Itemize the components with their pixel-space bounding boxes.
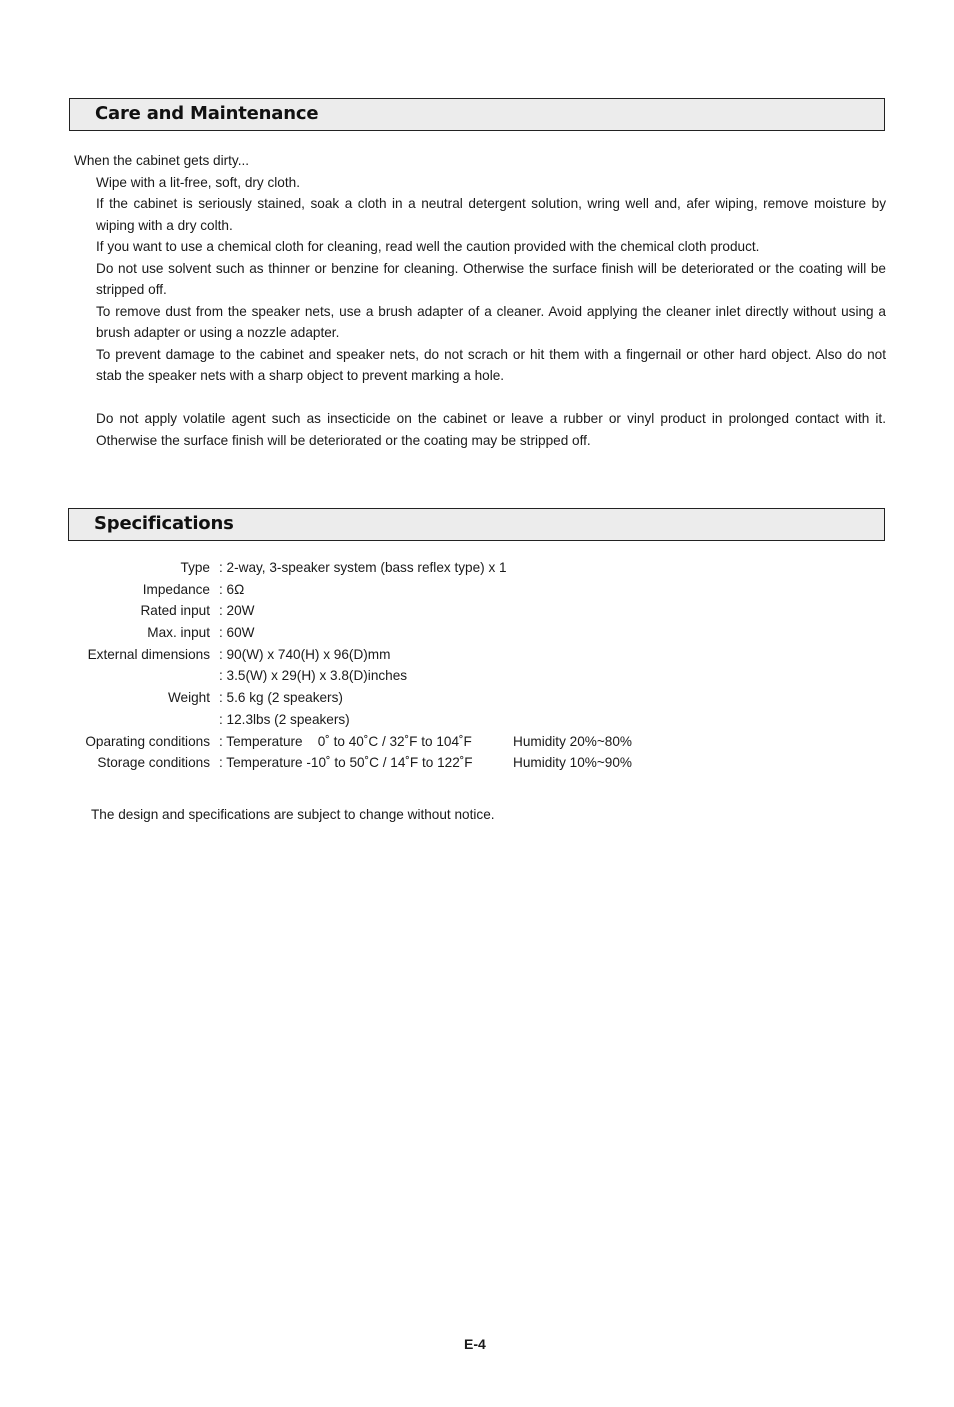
spec-label: External dimensions [87,646,210,662]
spec-row [0,579,954,601]
spec-value: : 90(W) x 740(H) x 96(D)mm [219,646,391,662]
spec-row [0,752,954,774]
spec-value: : 20W [219,603,255,619]
spec-label: Rated input [140,603,210,619]
spec-value: : 3.5(W) x 29(H) x 3.8(D)inches [219,668,408,684]
care-paragraph: If the cabinet is seriously stained, soak a cloth in a neutral detergent solution, wring well and, afer wiping, remove moisture by wiping with a dry colth. [96,196,886,233]
care-maintenance-header [69,98,885,131]
specifications-title: Specifications [94,513,234,534]
spec-label: Impedance [142,581,210,597]
care-maintenance-title: Care and Maintenance [95,103,319,124]
care-maintenance-body [74,150,886,451]
spec-label: Storage conditions [97,755,210,771]
spec-row [0,600,954,622]
specifications-header [68,508,885,541]
spec-row [0,644,954,666]
spec-value: : 6Ω [219,581,245,597]
spec-value: : Temperature -10˚ to 50˚C / 14˚F to 122˚F [219,755,473,771]
spec-row [0,622,954,644]
specifications-table [0,557,954,774]
spec-row [0,557,954,579]
care-paragraph: Do not use solvent such as thinner or benzine for cleaning. Otherwise the surface finish will be deteriorated or the coating will be stripped off. [96,260,886,297]
spec-value: : 5.6 kg (2 speakers) [219,690,343,706]
care-paragraph: Wipe with a lit-free, soft, dry cloth. [96,174,300,190]
spec-row [0,687,954,709]
spec-label: Weight [167,690,210,706]
spec-label: Oparating conditions [85,733,210,749]
spec-row [0,665,954,687]
spec-extra: Humidity 20%~80% [513,733,633,749]
care-paragraph: Do not apply volatile agent such as insecticide on the cabinet or leave a rubber or vinyl product in prolonged contact with it. Otherwise the surface finish will be deteriorated or the coating may be stripped off. [96,411,886,448]
spec-value: : 60W [219,625,255,641]
care-paragraph: If you want to use a chemical cloth for cleaning, read well the caution provided with the chemical cloth product. [96,239,760,254]
care-intro: When the cabinet gets dirty... [74,153,250,168]
spec-label: Type [180,560,210,575]
spec-value: : 2-way, 3-speaker system (bass reflex type) x 1 [219,560,507,575]
care-paragraph: To remove dust from the speaker nets, use a brush adapter of a cleaner. Avoid applying the cleaner inlet directly without using a brush adapter or using a nozzle adapter. [96,303,886,340]
spec-value: : 12.3lbs (2 speakers) [219,711,350,727]
spec-row [0,709,954,731]
spec-row [0,731,954,753]
spec-value: : Temperature 0˚ to 40˚C / 32˚F to 104˚F [219,733,472,749]
care-paragraph: To prevent damage to the cabinet and speaker nets, do not scrach or hit them with a fingernail or other hard object. Also do not stab the speaker nets with a sharp object to prevent marking a hole. [96,346,886,383]
page-number: E-4 [464,1336,486,1352]
spec-label: Max. input [147,625,210,641]
specifications-note: The design and specifications are subject to change without notice. [91,807,495,822]
spec-extra: Humidity 10%~90% [513,755,633,771]
